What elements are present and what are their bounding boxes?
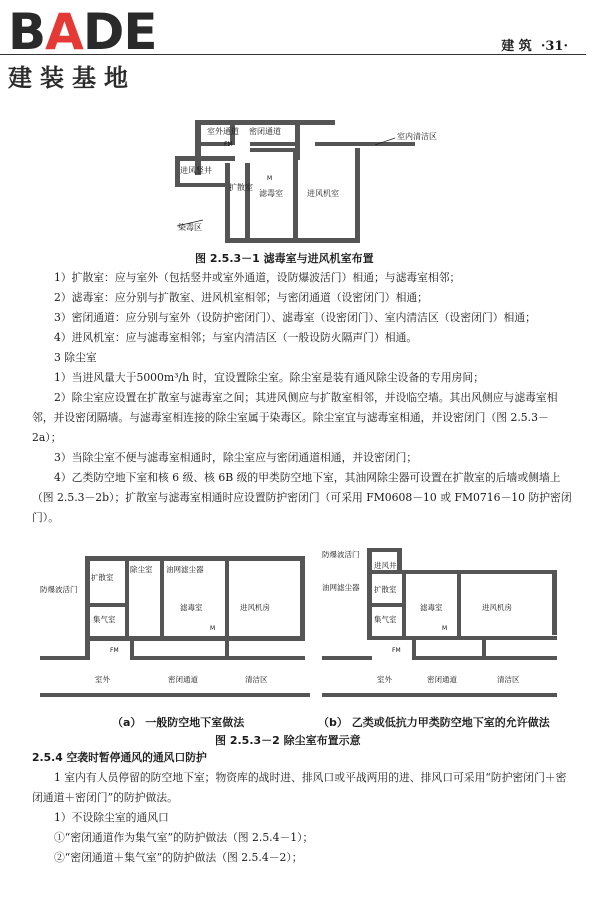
- fig2b-label-blast-valve: 防爆波活门: [322, 550, 360, 559]
- fig2a-label-expansion: 扩散室: [91, 573, 114, 582]
- logo: [8, 4, 157, 93]
- fig1-label-outdoor-channel: 室外通道: [207, 127, 239, 136]
- fig1-label-intake-shaft: 进风竖井: [180, 166, 212, 175]
- fig1-label-indoor-clean: 室内清洁区: [397, 132, 437, 141]
- figure-2a-floorplan: [40, 548, 312, 710]
- section-heading-2-5-4: 2.5.4 空袭时暂停通风的通风口防护: [32, 751, 207, 764]
- fig1-label-fm: FM: [224, 141, 233, 148]
- para-ventilation-item-1: ①“密闭通道作为集气室”的防护做法（图 2.5.4－1）；: [54, 831, 314, 844]
- figure-2b-floorplan: [322, 548, 562, 710]
- figure-2a-caption: （a） 一般防空地下室做法: [112, 716, 245, 729]
- figure-2-caption: 图 2.5.3－2 除尘室布置示意: [215, 734, 361, 747]
- fig2b-label-intake-room: 进风机房: [482, 603, 512, 612]
- para-intake: 4）进风机室：应与滤毒室相邻；与室内清洁区（一般设防火隔声门）相通。: [54, 331, 418, 344]
- para-ventilation-item-2: ②“密闭通道＋集气室”的防护做法（图 2.5.4－2）；: [54, 851, 303, 864]
- figure-2b-caption: （b） 乙类或低抗力甲类防空地下室的允许做法: [318, 716, 550, 729]
- fig1-label-m: M: [267, 175, 273, 182]
- body-text-2: [32, 748, 572, 868]
- logo-subtitle: 建装基地: [8, 64, 136, 92]
- fig1-label-expansion-room: 扩散室: [229, 183, 253, 192]
- body-text-1: [32, 268, 572, 528]
- fig2a-label-m: M: [210, 625, 216, 632]
- header-rule: [0, 54, 586, 55]
- fig2a-label-plenum: 集气室: [93, 615, 116, 624]
- para-dust-4: 4）乙类防空地下室和核 6 级、核 6B 级的甲类防空地下室，其油网除尘器可设置在扩散室的后墙或侧墙上（图 2.5.3－2b）；扩散室与滤毒室相通时应设置防护密闭门（可采用 FM0608－10 或 FM0716－10 防护密闭门）。: [32, 471, 572, 524]
- para-dust-1: 1）当进风量大于5000m³/h 时，宜设置除尘室。除尘室是装有通风除尘设备的专用房间；: [54, 371, 485, 384]
- fig2a-label-fm: FM: [110, 647, 119, 654]
- header-section: 建 筑: [501, 39, 532, 54]
- fig2b-label-oil-filter: 油网滤尘器: [322, 583, 360, 592]
- fig2b-label-fm: FM: [392, 647, 401, 654]
- para-airtight: 3）密闭通道：应分别与室外（设防护密闭门）、滤毒室（设密闭门）、室内清洁区（设密闭门）相通；: [54, 311, 536, 324]
- fig2a-label-filter-room: 滤毒室: [180, 603, 203, 612]
- fig2b-label-intake-shaft: 进风井: [374, 561, 397, 570]
- figure-1-caption: 图 2.5.3－1 滤毒室与进风机室布置: [195, 252, 374, 265]
- fig1-label-filter-room: 滤毒室: [259, 189, 283, 198]
- fig2a-label-clean: 清洁区: [245, 675, 268, 684]
- para-filter: 2）滤毒室：应分别与扩散室、进风机室相邻；与密闭通道（设密闭门）相通；: [54, 291, 428, 304]
- fig2b-label-airtight: 密闭通道: [427, 675, 457, 684]
- fig1-label-intake-machine: 进风机室: [307, 189, 339, 198]
- para-ventilation-1: 1 室内有人员停留的防空地下室；物资库的战时进、排风口或平战两用的进、排风口可采用“防护密闭门＋密闭通道＋密闭门”的防护做法。: [32, 771, 567, 804]
- para-dust-heading: 3 除尘室: [54, 351, 97, 364]
- fig2a-label-oil-filter: 油网滤尘器: [166, 565, 204, 574]
- fig1-label-contaminated: 染毒区: [178, 223, 202, 232]
- logo-brand: BADE: [8, 3, 157, 61]
- para-dust-3: 3）当除尘室不便与滤毒室相通时，除尘室应与密闭通道相通，并设密闭门；: [54, 451, 418, 464]
- figure-1-floorplan: [175, 108, 465, 246]
- header-page-number: ·31·: [540, 39, 568, 54]
- fig2a-label-blast-valve: 防爆波活门: [40, 585, 78, 594]
- fig2a-label-outdoor: 室外: [95, 675, 110, 684]
- fig2b-label-m: M: [442, 625, 448, 632]
- para-expansion: 1）扩散室：应与室外（包括竖井或室外通道，设防爆波活门）相通；与滤毒室相邻；: [54, 271, 461, 284]
- para-dust-2: 2）除尘室应设置在扩散室与滤毒室之间；其进风侧应与扩散室相邻，并设临空墙。其出风侧应与滤毒室相邻，并设密闭隔墙。与滤毒室相连接的除尘室属于染毒区。除尘室宜与滤毒室相通，并设密闭门（图 2.5.3－2a）；: [32, 391, 558, 444]
- fig1-label-airtight-channel: 密闭通道: [249, 127, 281, 136]
- page-header: [501, 35, 568, 54]
- fig2b-label-outdoor: 室外: [377, 675, 392, 684]
- fig2b-label-expansion: 扩散室: [374, 585, 397, 594]
- fig2b-label-plenum: 集气室: [374, 615, 397, 624]
- fig2b-label-filter-room: 滤毒室: [420, 603, 443, 612]
- para-ventilation-sub: 1）不设除尘室的通风口: [54, 811, 169, 824]
- fig2a-label-intake-room: 进风机房: [240, 603, 270, 612]
- fig2a-label-dust-room: 除尘室: [130, 565, 153, 574]
- fig2b-label-clean: 清洁区: [497, 675, 520, 684]
- fig2a-label-airtight: 密闭通道: [168, 675, 198, 684]
